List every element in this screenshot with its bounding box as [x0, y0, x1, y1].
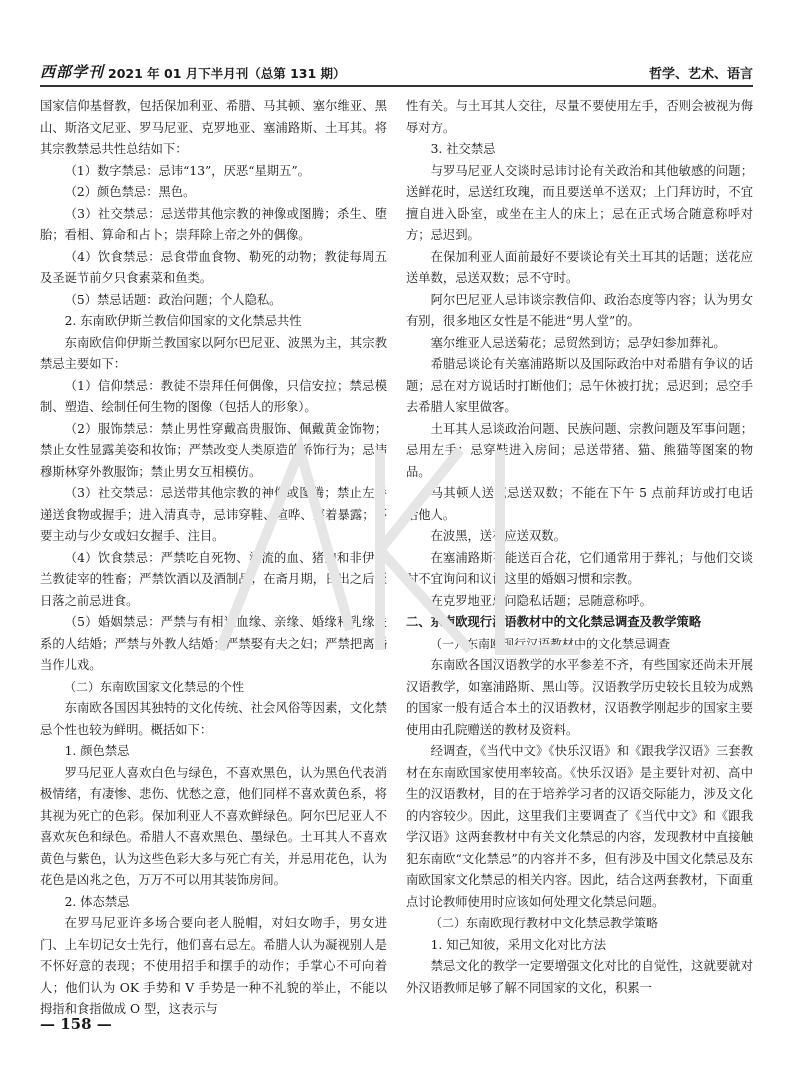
- paragraph: （二）东南欧国家文化禁忌的个性: [64, 679, 245, 694]
- paragraph: 2. 东南欧伊斯兰教信仰国家的文化禁忌共性: [64, 314, 302, 328]
- paragraph: 经调查，《当代中文》《快乐汉语》和《跟我学汉语》三套教材在东南欧国家使用率较高。《快乐汉语》是主要针对初、高中生的汉语教材，目的在于培养学习者的汉语交际能力，涉及文化的内容较少。因此，这里我们主要调查了《当代中文》和《跟我学汉语》这两套教材中有关文化禁忌的内容，发现教材中直接触犯东南欧“文化禁忌”的内容并不多，但有涉及中国文化禁忌及东南欧国家文化禁忌的相关内容。因此，结合这两套教材，下面重点讨论教师使用时应该如何处理文化禁忌问题。: [406, 744, 753, 909]
- issue-info: 2021 年 01 月下半月刊（总第 131 期）: [108, 66, 346, 81]
- header-left: [40, 61, 346, 82]
- paragraph: （5）禁忌话题：政治问题；个人隐私。: [64, 292, 282, 307]
- paragraph: 禁忌文化的教学一定要增强文化对比的自觉性，这就要就对外汉语教师足够了解不同国家的文化，积累一: [406, 959, 753, 995]
- paragraph: 塞尔维亚人忌送菊花；忌贸然到访；忌孕妇参加葬礼。: [430, 335, 726, 350]
- paragraph: 在克罗地亚忌问隐私话题；忌随意称呼。: [430, 593, 652, 608]
- paragraph: （2）服饰禁忌：禁止男性穿戴高贵服饰、佩戴黄金饰物；禁止女性显露美姿和妆饰；严禁改变人类原造的矫饰行为；忌讳穆斯林穿外教服饰；禁止男女互相模仿。: [40, 421, 387, 479]
- paragraph: （5）婚姻禁忌：严禁与有相近血缘、亲缘、婚缘和乳缘关系的人结婚；严禁与外教人结婚；严禁娶有夫之妇；严禁把离婚当作儿戏。: [40, 615, 387, 672]
- paragraph: （一）东南欧现行汉语教材中的文化禁忌调查: [430, 636, 671, 651]
- paragraph: 在罗马尼亚许多场合要向老人脱帽，对妇女吻手，男女进门、上车切记女士先行，他们喜右忌左。希腊人认为凝视别人是不怀好意的表现；不使用招手和摆手的动作；手掌心不可向着人；他们认为 OK 手势和 V 手势是一种不礼貌的举止，不能以拇指和食指做成 O 型，这表示与: [40, 916, 387, 1016]
- paragraph: 与罗马尼亚人交谈时忌讳讨论有关政治和其他敏感的问题；送鲜花时，忌送红玫瑰，而且要送单不送双；上门拜访时，不宜擅自进入卧室，或坐在主人的床上；忌在正式场合随意称呼对方；忌迟到。: [406, 163, 753, 242]
- paragraph: 东南欧各国汉语教学的水平参差不齐，有些国家还尚未开展汉语教学，如塞浦路斯、黑山等。汉语教学历史较长且较为成熟的国家一般有适合本土的汉语教材，汉语教学刚起步的国家主要使用由孔院赠送的教材及资料。: [406, 658, 753, 737]
- right-column: [406, 96, 753, 1002]
- paragraph: 在波黑，送花应送双数。: [430, 529, 566, 543]
- paragraph: 性有关。与土耳其人交往，尽量不要使用左手，否则会被视为侮辱对方。: [406, 99, 753, 135]
- paragraph: 阿尔巴尼亚人忌讳谈宗教信仰、政治态度等内容；认为男女有别，很多地区女性是不能进“男人堂”的。: [406, 292, 753, 328]
- paragraph: （3）社交禁忌：忌送带其他宗教的神像或图腾；禁止左手递送食物或握手；进入清真寺，忌讳穿鞋、喧哗、穿着暴露；不要主动与少女或妇女握手、注目。: [40, 486, 387, 543]
- paragraph: 在保加利亚人面前最好不要谈论有关土耳其的话题；送花应送单数，忌送双数；忌不守时。: [406, 249, 753, 285]
- paragraph: 马其顿人送花忌送双数；不能在下午 5 点前拜访或打电话给他人。: [406, 486, 753, 522]
- paragraph: （4）饮食禁忌：忌食带血食物、勒死的动物；教徒每周五及圣诞节前夕只食素菜和鱼类。: [40, 249, 387, 285]
- paragraph: （3）社交禁忌：忌送带其他宗教的神像或图腾；杀生、堕胎；看相、算命和占卜；崇拜除上帝之外的偶像。: [40, 206, 387, 242]
- paragraph: 东南欧各国因其独特的文化传统、社会风俗等因素，文化禁忌个性也较为鲜明。概括如下：: [40, 701, 387, 737]
- paragraph: 在塞浦路斯不能送百合花，它们通常用于葬礼；与他们交谈时不宜询问和议论这里的婚姻习惯和宗教。: [406, 550, 753, 586]
- paragraph: （4）饮食禁忌：严禁吃自死物、溢流的血、猪肉和非伊斯兰教徒宰的牲畜；严禁饮酒以及酒制品；在斋月期，日出之后至日落之前忌进食。: [40, 550, 387, 608]
- paragraph: （1）信仰禁忌：教徒不崇拜任何偶像，只信安拉；禁忌模制、塑造、绘制任何生物的图像（包括人的形象）。: [40, 378, 387, 414]
- article-body: [40, 96, 753, 1016]
- paragraph: 3. 社交禁忌: [430, 142, 496, 156]
- page-header: [40, 58, 753, 87]
- paragraph: （二）东南欧现行教材中文化禁忌教学策略: [430, 916, 659, 930]
- paragraph: （1）数字禁忌：忌讳“13”，厌恶“星期五”。: [64, 163, 310, 178]
- journal-logo: 西部学刊: [40, 63, 105, 81]
- paragraph: 二、东南欧现行汉语教材中的文化禁忌调查及教学策略: [406, 615, 702, 629]
- paragraph: 1. 知己知彼，采用文化对比方法: [430, 937, 607, 952]
- paragraph: 希腊忌谈论有关塞浦路斯以及国际政治中对希腊有争议的话题；忌在对方说话时打断他们；忌午休被打扰；忌迟到；忌空手去希腊人家里做客。: [406, 357, 753, 414]
- paragraph: 国家信仰基督教，包括保加利亚、希腊、马其顿、塞尔维亚、黑山、斯洛文尼亚、罗马尼亚、克罗地亚、塞浦路斯、土耳其。将其宗教禁忌共性总结如下：: [40, 99, 387, 156]
- paragraph: 罗马尼亚人喜欢白色与绿色，不喜欢黑色，认为黑色代表消极情绪，有凄惨、悲伤、忧愁之意，他们同样不喜欢黄色系，将其视为死亡的色彩。保加利亚人不喜欢鲜绿色。阿尔巴尼亚人不喜欢灰色和绿色。希腊人不喜欢黑色、墨绿色。土耳其人不喜欢黄色与紫色，认为这些色彩大多与死亡有关，并忌用花色，认为花色是凶兆之色，万万不可以用其装饰房间。: [40, 765, 387, 887]
- page-number: — 158 —: [40, 1015, 112, 1033]
- left-column: [40, 96, 387, 1016]
- paragraph: 1. 颜色禁忌: [64, 744, 130, 758]
- section-name: 哲学、艺术、语言: [648, 67, 753, 82]
- paragraph: （2）颜色禁忌：黑色。: [64, 185, 196, 199]
- paragraph: 东南欧信仰伊斯兰教国家以阿尔巴尼亚、波黑为主，其宗教禁忌主要如下：: [40, 335, 387, 371]
- paragraph: 土耳其人忌谈政治问题、民族问题、宗教问题及军事问题；忌用左手；忌穿鞋进入房间；忌送带猪、猫、熊猫等图案的物品。: [406, 421, 753, 479]
- paragraph: 2. 体态禁忌: [64, 894, 130, 909]
